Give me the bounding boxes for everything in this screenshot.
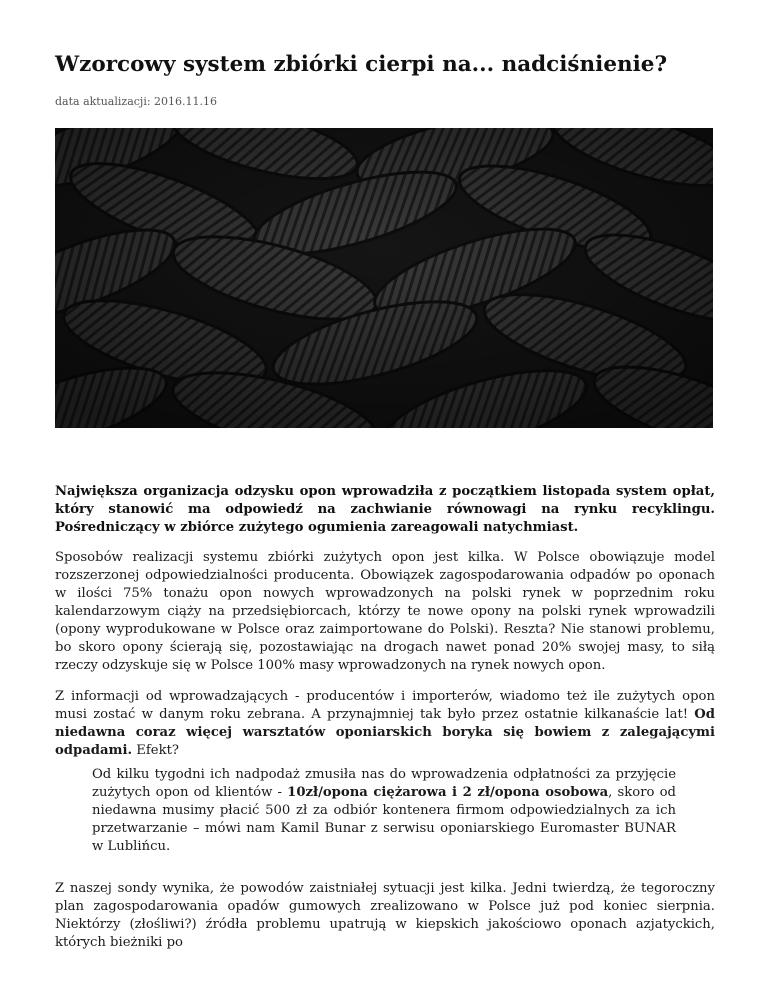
article-title: Wzorcowy system zbiórki cierpi na... nadciśnienie?	[55, 52, 668, 77]
article-lead: Największa organizacja odzysku opon wprowadziła z początkiem listopada system opłat, który stanowić ma odpowiedź na zachwianie równowagi na rynku recyklingu. Pośredniczący w zbiórce zużytego ogumienia zareagowali natychmiast.	[55, 484, 715, 535]
update-date: data aktualizacji: 2016.11.16	[55, 95, 218, 108]
quote-prices: 10zł/opona ciężarowa i 2 zł/opona osobowa	[287, 785, 609, 800]
paragraph-2	[55, 688, 715, 760]
paragraph-1: Sposobów realizacji systemu zbiórki zużytych opon jest kilka. W Polsce obowiązuje model rozszerzonej odpowiedzialności producenta. Obowiązek zagospodarowania odpadów po oponach w ilości 75% tonażu opon nowych wprowadzonych na polski rynek w poprzednim roku kalendarzowym ciąży na przedsiębiorcach, którzy te nowe opony na polski rynek wprowadzili (opony wyprodukowane w Polsce oraz zaimportowane do Polski). Reszta? Nie stanowi problemu, bo skoro opony ścierają się, pozostawiając na drogach nawet ponad 20% swojej masy, to siłą rzeczy odzyskuje się w Polsce 100% masy wprowadzonych na rynek nowych opon.	[55, 550, 715, 673]
paragraph-2-end: Efekt?	[132, 743, 179, 758]
paragraph-3: Z naszej sondy wynika, że powodów zaistniałej sytuacji jest kilka. Jedni twierdzą, że tegoroczny plan zagospodarowania opadów gumowych zrealizowano w Polsce już pod koniec sierpnia. Niektórzy (złośliwi?) źródła problemu upatrują w kiepskich jakościowo oponach azjatyckich, których bieżniki po	[55, 881, 715, 950]
quote-block	[92, 766, 676, 856]
paragraph-2-text: Z informacji od wprowadzających - producentów i importerów, wiadomo też ile zużytych opon musi zostać w danym roku zebrana. A przynajmniej tak było przez ostatnie kilkanaście lat!	[55, 689, 715, 722]
paragraph-2-bold: Od niedawna coraz więcej warsztatów oponiarskich boryka się bowiem z zalegającymi odpadami.	[55, 707, 715, 758]
quote-text-start: Od kilku tygodni ich nadpodaż zmusiła nas do wprowadzenia odpłatności za przyjęcie zużytych opon od klientów -	[92, 767, 676, 800]
tire-pile-illustration	[55, 128, 713, 428]
tire-pile-image	[55, 128, 713, 428]
quote-text-end: , skoro od niedawna musimy płacić 500 zł za odbiór kontenera firmom odpowiedzialnych za ich przetwarzanie – mówi nam Kamil Bunar z serwisu oponiarskiego Euromaster BUNAR w Lublińcu.	[92, 785, 676, 854]
